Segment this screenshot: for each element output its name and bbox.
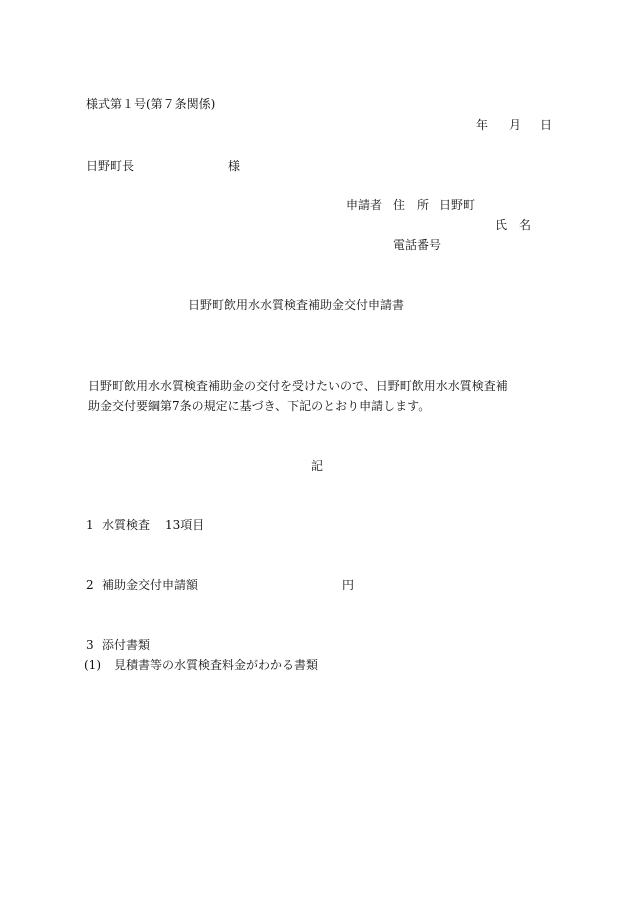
item-label: 添付書類 [102, 638, 151, 652]
date-day: 日 [540, 118, 553, 132]
document-title: 日野町飲用水水質検査補助金交付申請書 [188, 298, 405, 312]
applicant-label: 申請者 [346, 198, 383, 212]
addressee-title: 日野町長 [86, 159, 135, 173]
date-month: 月 [509, 118, 522, 132]
attachment-label: 見積書等の水質検査料金がわかる書類 [114, 658, 319, 672]
item-label: 水質検査 [102, 518, 151, 532]
phone-label: 電話番号 [393, 238, 442, 252]
date-year: 年 [476, 118, 489, 132]
ki-heading: 記 [311, 459, 324, 473]
item-number: 3 [86, 638, 94, 652]
body-line: 助金交付要綱第7条の規定に基づき、下記のとおり申請します。 [88, 399, 431, 413]
addressee-honorific: 様 [228, 159, 241, 173]
body-paragraph [88, 376, 558, 416]
item-number: 2 [86, 578, 94, 592]
address-label: 住 所 [393, 198, 430, 212]
address-value: 日野町 [439, 198, 476, 212]
item-unit: 円 [342, 578, 355, 592]
item-value: 13項目 [165, 518, 205, 532]
name-label: 氏 名 [495, 218, 532, 232]
item-label: 補助金交付申請額 [102, 578, 199, 592]
form-number: 様式第１号(第７条関係) [86, 97, 216, 111]
attachment-number: (1) [84, 658, 101, 672]
item-number: 1 [86, 518, 94, 532]
body-line: 日野町飲用水水質検査補助金の交付を受けたいので、日野町飲用水水質検査補 [88, 379, 508, 393]
